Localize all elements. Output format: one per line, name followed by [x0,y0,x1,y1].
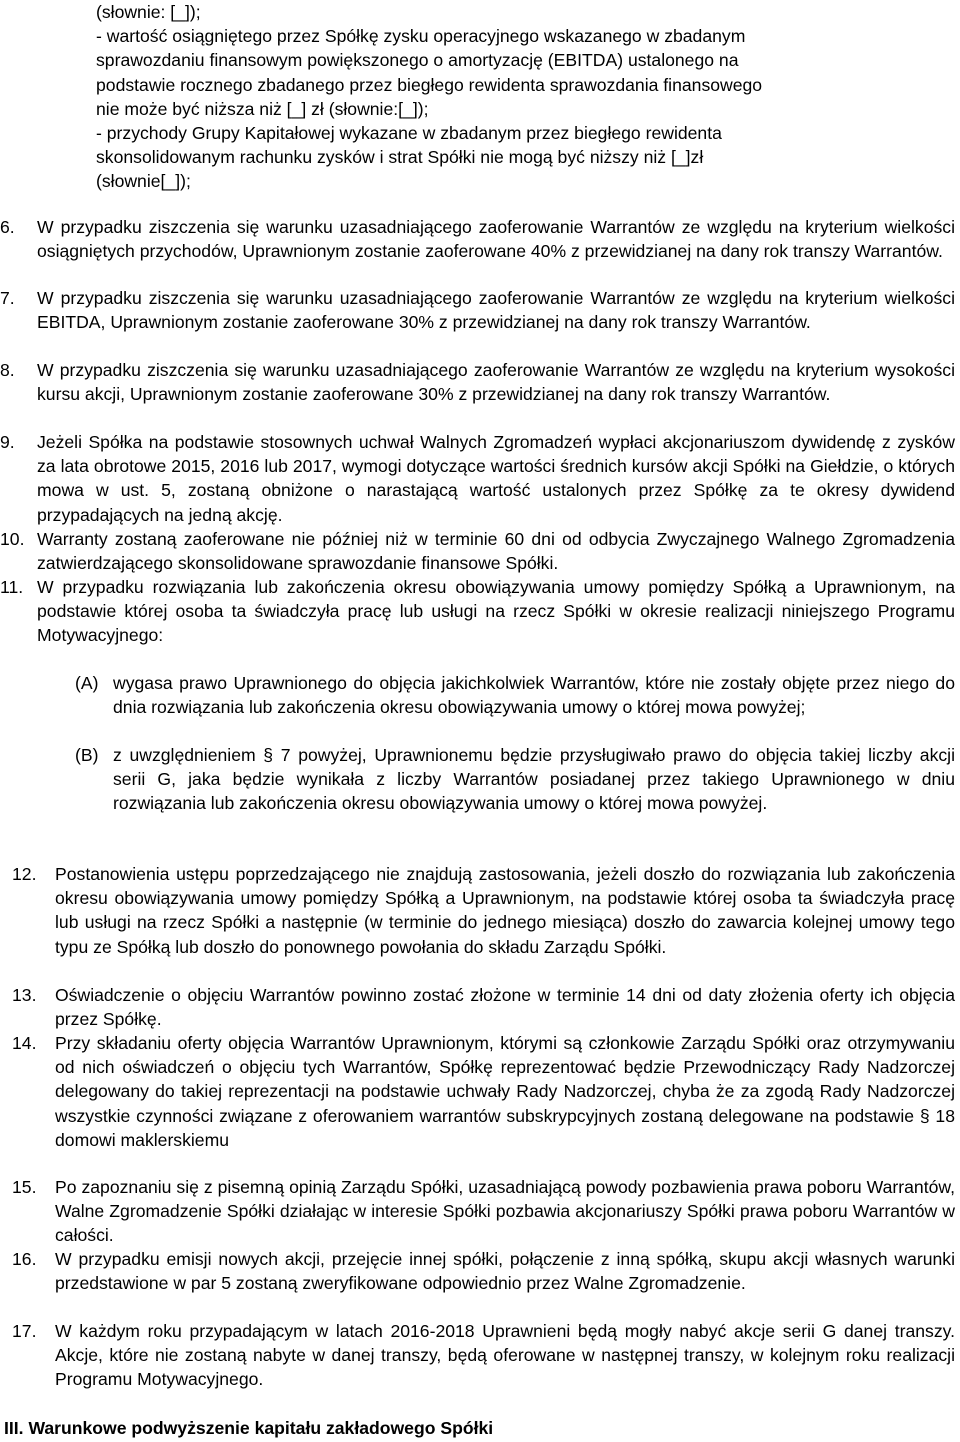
item-number: 15. [12,1177,37,1197]
item-text: Jeżeli Spółka na podstawie stosownych uchwał Walnych Zgromadzeń wypłaci akcjonariuszom dywidendę z zysków za lata obrotowe 2015, 2016 lub 2017, wymogi dotyczące wartości średnich kursów akcji Spółki na Giełdzie, o których mowa w ust. 5, zostaną obniżone o narastającą wartość ustalonych przez Spółkę za te okresy dywidend przypadających na jedną akcję. [37,432,955,525]
item-text: W przypadku ziszczenia się warunku uzasadniającego zaoferowanie Warrantów ze względu na kryterium wielkości osiągniętych przychodów, Uprawnionym zostanie zaoferowane 40% z przewidzianej na dany rok transzy Warrantów. [37,217,955,262]
list-item-15 [0,1175,960,1248]
item-number: 11. [0,577,24,597]
list-item-13 [0,983,960,1031]
item-text: W każdym roku przypadającym w latach 2016-2018 Uprawnieni będą mogły nabyć akcje serii G danej transzy. Akcje, które nie zostaną nabyte w danej transzy, będą oferowane w następnej transzy, w kolejnym roku realizacji Programu Motywacyjnego. [55,1321,955,1390]
list-item-14 [0,1031,960,1152]
item-text: Warranty zostaną zaoferowane nie później niż w terminie 60 dni od odbycia Zwyczajnego Walnego Zgromadzenia zatwierdzającego skonsolidowane sprawozdanie finansowe Spółki. [37,529,955,574]
item-number: 6. [0,217,15,237]
item-number: 13. [12,985,37,1005]
list-item-16 [0,1247,960,1295]
item-text: W przypadku ziszczenia się warunku uzasadniającego zaoferowanie Warrantów ze względu na kryterium wielkości EBITDA, Uprawnionym zostanie zaoferowane 30% z przewidzianej na dany rok transzy Warrantów. [37,288,955,333]
item-text: Postanowienia ustępu poprzedzającego nie znajdują zastosowania, jeżeli doszło do rozwiązania lub zakończenia okresu obowiązywania umowy pomiędzy Spółką a Uprawnionym, na podstawie której osoba ta świadczyła pracę lub usługi na rzecz Spółki a następnie (w terminie do jednego miesiąca) doszło do zawarcia kolejnej umowy tego typu ze Spółką lub doszło do ponownego powołania do składu Zarządu Spółki. [55,864,955,957]
list-item-10 [0,527,960,575]
intro-line: - wartość osiągniętego przez Spółkę zysku operacyjnego wskazanego w zbadanym [96,26,746,47]
item-text: W przypadku emisji nowych akcji, przejęcie innej spółki, połączenie z inną spółką, skupu akcji własnych warunki przedstawione w par 5 zostaną zweryfikowane odpowiednio przez Walne Zgromadzenie. [55,1249,955,1294]
sub-item-text: wygasa prawo Uprawnionego do objęcia jakichkolwiek Warrantów, które nie zostały objęte przez niego do dnia rozwiązania lub zakończenia okresu obowiązywania umowy o której mowa powyżej; [113,673,955,718]
item-text: W przypadku ziszczenia się warunku uzasadniającego zaoferowanie Warrantów ze względu na kryterium wysokości kursu akcji, Uprawnionym zostanie zaoferowane 30% z przewidzianej na dany rok transzy Warrantów. [37,360,955,405]
item-number: 8. [0,360,15,380]
list-item-12 [0,862,960,959]
intro-line: (słownie[_]); [96,171,191,192]
item-text: Oświadczenie o objęciu Warrantów powinno zostać złożone w terminie 14 dni od daty złożenia oferty ich objęcia przez Spółkę. [55,985,955,1030]
list-item-6 [0,215,960,263]
intro-line: (słownie: [_]); [96,2,201,22]
intro-line: - przychody Grupy Kapitałowej wykazane w zbadanym przez biegłego rewidenta [96,123,722,144]
item-text: Przy składaniu oferty objęcia Warrantów Uprawnionym, którymi są członkowie Zarządu Spółki oraz otrzymywaniu od nich oświadczeń o objęciu tych Warrantów, Spółkę reprezentować będzie Przewodniczący Rady Nadzorczej delegowany do takiej reprezentacji na podstawie uchwały Rady Nadzorczej, chyba że za zgodą Rady Nadzorczej wszystkie czynności związane z oferowaniem warrantów subskrypcyjnych zostaną delegowane na podstawie § 18 domowi maklerskiemu [55,1033,955,1150]
list-item-9 [0,430,960,527]
intro-block [96,0,856,194]
sub-item-b [0,743,960,816]
item-text: W przypadku rozwiązania lub zakończenia okresu obowiązywania umowy pomiędzy Spółką a Uprawnionym, na podstawie której osoba ta świadczyła pracę lub usługi na rzecz Spółki w okresie realizacji niniejszego Programu Motywacyjnego: [37,577,955,646]
list-item-7 [0,286,960,334]
item-number: 14. [12,1033,37,1053]
sub-item-label: (A) [75,673,99,693]
sub-item-text: z uwzględnieniem § 7 powyżej, Uprawnionemu będzie przysługiwało prawo do objęcia takiej liczby akcji serii G, jaka będzie wynikała z liczby Warrantów posiadanej przez takiego Uprawnionego w dniu rozwiązania lub zakończenia okresu obowiązywania umowy o której mowa powyżej. [113,745,955,814]
intro-line: skonsolidowanym rachunku zysków i strat Spółki nie mogą być niższy niż [_]zł [96,147,704,168]
item-number: 12. [12,864,37,884]
item-number: 16. [12,1249,37,1269]
item-number: 9. [0,432,15,452]
list-item-17 [0,1319,960,1392]
sub-item-label: (B) [75,745,99,765]
section-heading: III. Warunkowe podwyższenie kapitału zakładowego Spółki [4,1418,494,1438]
list-item-8 [0,358,960,406]
intro-line: podstawie rocznego zbadanego przez biegłego rewidenta sprawozdania finansowego [96,74,763,95]
item-number: 17. [12,1321,37,1341]
intro-line: nie może być niższa niż [_] zł (słownie:[_]); [96,98,429,119]
intro-line: sprawozdaniu finansowym powiększonego o amortyzację (EBITDA) ustalonego na [96,50,739,71]
item-text: Po zapoznaniu się z pisemną opinią Zarządu Spółki, uzasadniającą powody pozbawienia prawa poboru Warrantów, Walne Zgromadzenie Spółki działając w interesie Spółki pozbawia akcjonariuszy Spółki prawa poboru Warrantów w całości. [55,1177,955,1246]
item-number: 10. [0,529,25,549]
sub-item-a [0,671,960,719]
list-item-11 [0,575,960,648]
item-number: 7. [0,288,15,308]
